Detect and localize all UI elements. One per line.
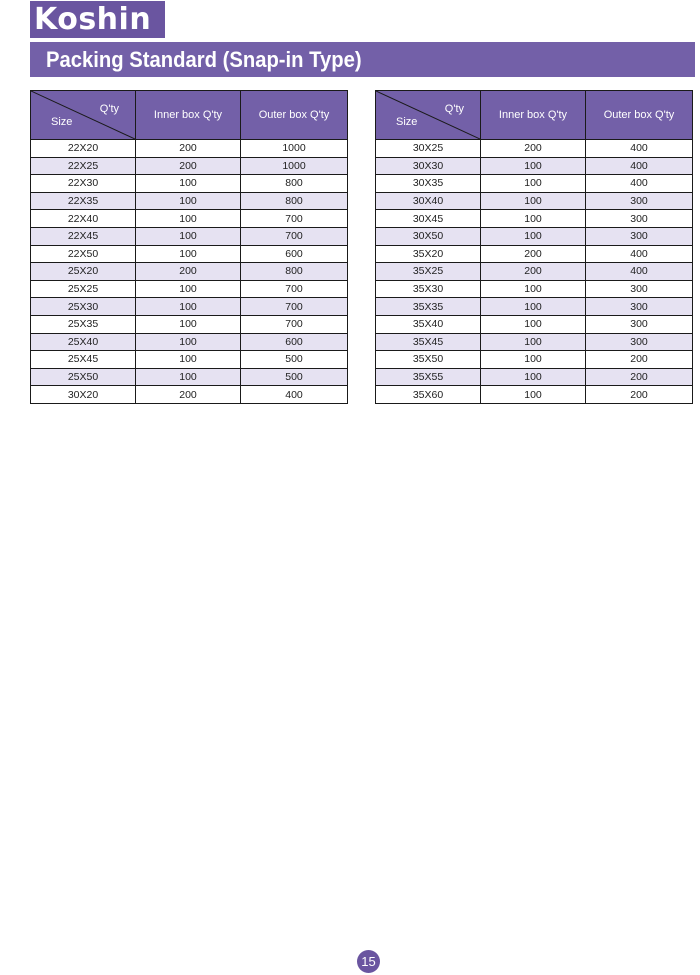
size-cell: 35X25 <box>376 263 481 281</box>
outer-box-qty-cell: 800 <box>241 175 348 193</box>
table-row <box>376 351 693 369</box>
inner-box-qty-cell: 200 <box>136 157 241 175</box>
table-row <box>376 210 693 228</box>
diagonal-divider <box>376 91 480 139</box>
inner-box-qty-cell: 100 <box>481 227 586 245</box>
size-cell: 22X50 <box>31 245 136 263</box>
size-cell: 35X55 <box>376 368 481 386</box>
outer-box-qty-cell: 300 <box>586 315 693 333</box>
inner-box-qty-cell: 100 <box>481 157 586 175</box>
size-cell: 30X25 <box>376 140 481 158</box>
size-cell: 22X45 <box>31 227 136 245</box>
table-row <box>31 315 348 333</box>
size-cell: 30X45 <box>376 210 481 228</box>
diagonal-divider <box>31 91 135 139</box>
size-cell: 22X20 <box>31 140 136 158</box>
qty-header-label: Q'ty <box>99 103 119 115</box>
table-row <box>376 192 693 210</box>
size-cell: 30X20 <box>31 386 136 404</box>
inner-box-qty-cell: 100 <box>481 280 586 298</box>
inner-box-qty-cell: 100 <box>481 386 586 404</box>
inner-box-qty-cell: 100 <box>481 315 586 333</box>
table-row <box>376 386 693 404</box>
inner-box-qty-cell: 100 <box>481 351 586 369</box>
outer-box-qty-cell: 200 <box>586 386 693 404</box>
table-row <box>31 368 348 386</box>
inner-box-qty-cell: 100 <box>481 368 586 386</box>
size-cell: 22X30 <box>31 175 136 193</box>
outer-box-qty-cell: 700 <box>241 210 348 228</box>
outer-box-qty-cell: 500 <box>241 368 348 386</box>
size-cell: 25X20 <box>31 263 136 281</box>
inner-box-qty-cell: 100 <box>136 210 241 228</box>
inner-box-qty-cell: 100 <box>136 315 241 333</box>
table-header-row <box>31 91 348 140</box>
table-row <box>31 157 348 175</box>
size-cell: 35X60 <box>376 386 481 404</box>
inner-box-qty-cell: 200 <box>481 245 586 263</box>
outer-box-qty-cell: 1000 <box>241 140 348 158</box>
size-cell: 35X50 <box>376 351 481 369</box>
table-row <box>31 210 348 228</box>
inner-box-qty-cell: 100 <box>136 351 241 369</box>
outer-box-qty-cell: 600 <box>241 245 348 263</box>
size-cell: 25X45 <box>31 351 136 369</box>
inner-box-qty-cell: 100 <box>136 280 241 298</box>
outer-box-qty-cell: 400 <box>241 386 348 404</box>
inner-box-qty-cell: 100 <box>136 175 241 193</box>
table-row <box>31 263 348 281</box>
table-row <box>376 245 693 263</box>
koshin-logo: Koshin <box>30 1 165 38</box>
size-cell: 22X40 <box>31 210 136 228</box>
size-qty-corner-header <box>376 91 481 140</box>
table-row <box>31 351 348 369</box>
outer-box-qty-cell: 400 <box>586 175 693 193</box>
inner-box-qty-cell: 100 <box>481 210 586 228</box>
size-cell: 25X25 <box>31 280 136 298</box>
inner-box-qty-cell: 100 <box>136 227 241 245</box>
outer-box-qty-cell: 1000 <box>241 157 348 175</box>
outer-box-qty-cell: 300 <box>586 280 693 298</box>
table-row <box>376 333 693 351</box>
inner-box-qty-cell: 100 <box>136 192 241 210</box>
outer-box-qty-cell: 400 <box>586 263 693 281</box>
size-cell: 35X30 <box>376 280 481 298</box>
inner-box-header: Inner box Q'ty <box>481 91 586 140</box>
outer-box-qty-cell: 400 <box>586 245 693 263</box>
table-row <box>376 315 693 333</box>
table-row <box>31 175 348 193</box>
size-cell: 30X35 <box>376 175 481 193</box>
inner-box-qty-cell: 200 <box>136 386 241 404</box>
inner-box-qty-cell: 100 <box>481 333 586 351</box>
inner-box-qty-cell: 100 <box>136 333 241 351</box>
table-row <box>31 227 348 245</box>
table-row <box>376 157 693 175</box>
outer-box-qty-cell: 800 <box>241 192 348 210</box>
inner-box-qty-cell: 200 <box>136 263 241 281</box>
inner-box-header: Inner box Q'ty <box>136 91 241 140</box>
outer-box-qty-cell: 200 <box>586 351 693 369</box>
inner-box-qty-cell: 200 <box>481 263 586 281</box>
table-row <box>31 245 348 263</box>
size-cell: 25X50 <box>31 368 136 386</box>
outer-box-qty-cell: 200 <box>586 368 693 386</box>
inner-box-qty-cell: 100 <box>136 245 241 263</box>
outer-box-header: Outer box Q'ty <box>241 91 348 140</box>
table-header-row <box>376 91 693 140</box>
inner-box-qty-cell: 100 <box>136 298 241 316</box>
inner-box-qty-cell: 200 <box>481 140 586 158</box>
inner-box-qty-cell: 100 <box>136 368 241 386</box>
size-cell: 35X35 <box>376 298 481 316</box>
outer-box-qty-cell: 400 <box>586 157 693 175</box>
outer-box-qty-cell: 700 <box>241 227 348 245</box>
table-row <box>31 192 348 210</box>
outer-box-qty-cell: 700 <box>241 280 348 298</box>
outer-box-qty-cell: 300 <box>586 210 693 228</box>
size-cell: 30X40 <box>376 192 481 210</box>
packing-table-right <box>375 90 693 404</box>
table-row <box>31 333 348 351</box>
outer-box-header: Outer box Q'ty <box>586 91 693 140</box>
outer-box-qty-cell: 300 <box>586 227 693 245</box>
table-row <box>376 140 693 158</box>
table-row <box>376 280 693 298</box>
size-cell: 25X30 <box>31 298 136 316</box>
table-row <box>376 298 693 316</box>
table-body <box>31 140 348 404</box>
size-header-label: Size <box>396 116 418 128</box>
inner-box-qty-cell: 200 <box>136 140 241 158</box>
packing-table-left <box>30 90 348 404</box>
inner-box-qty-cell: 100 <box>481 192 586 210</box>
table-row <box>31 280 348 298</box>
outer-box-qty-cell: 700 <box>241 315 348 333</box>
page-title: Packing Standard (Snap-in Type) <box>46 47 362 72</box>
size-cell: 22X25 <box>31 157 136 175</box>
size-cell: 22X35 <box>31 192 136 210</box>
outer-box-qty-cell: 300 <box>586 298 693 316</box>
table-row <box>376 368 693 386</box>
qty-header-label: Q'ty <box>444 103 464 115</box>
outer-box-qty-cell: 800 <box>241 263 348 281</box>
table-row <box>376 175 693 193</box>
page-title-banner <box>30 42 695 77</box>
outer-box-qty-cell: 300 <box>586 333 693 351</box>
outer-box-qty-cell: 500 <box>241 351 348 369</box>
page-number: 15 <box>357 950 380 973</box>
size-cell: 35X45 <box>376 333 481 351</box>
table-row <box>31 298 348 316</box>
size-cell: 35X20 <box>376 245 481 263</box>
outer-box-qty-cell: 600 <box>241 333 348 351</box>
table-row <box>31 140 348 158</box>
outer-box-qty-cell: 400 <box>586 140 693 158</box>
outer-box-qty-cell: 300 <box>586 192 693 210</box>
inner-box-qty-cell: 100 <box>481 298 586 316</box>
size-qty-corner-header <box>31 91 136 140</box>
size-cell: 35X40 <box>376 315 481 333</box>
table-row <box>376 227 693 245</box>
inner-box-qty-cell: 100 <box>481 175 586 193</box>
size-cell: 25X40 <box>31 333 136 351</box>
size-cell: 30X30 <box>376 157 481 175</box>
size-header-label: Size <box>51 116 73 128</box>
outer-box-qty-cell: 700 <box>241 298 348 316</box>
size-cell: 30X50 <box>376 227 481 245</box>
table-row <box>376 263 693 281</box>
size-cell: 25X35 <box>31 315 136 333</box>
table-row <box>31 386 348 404</box>
table-body <box>376 140 693 404</box>
